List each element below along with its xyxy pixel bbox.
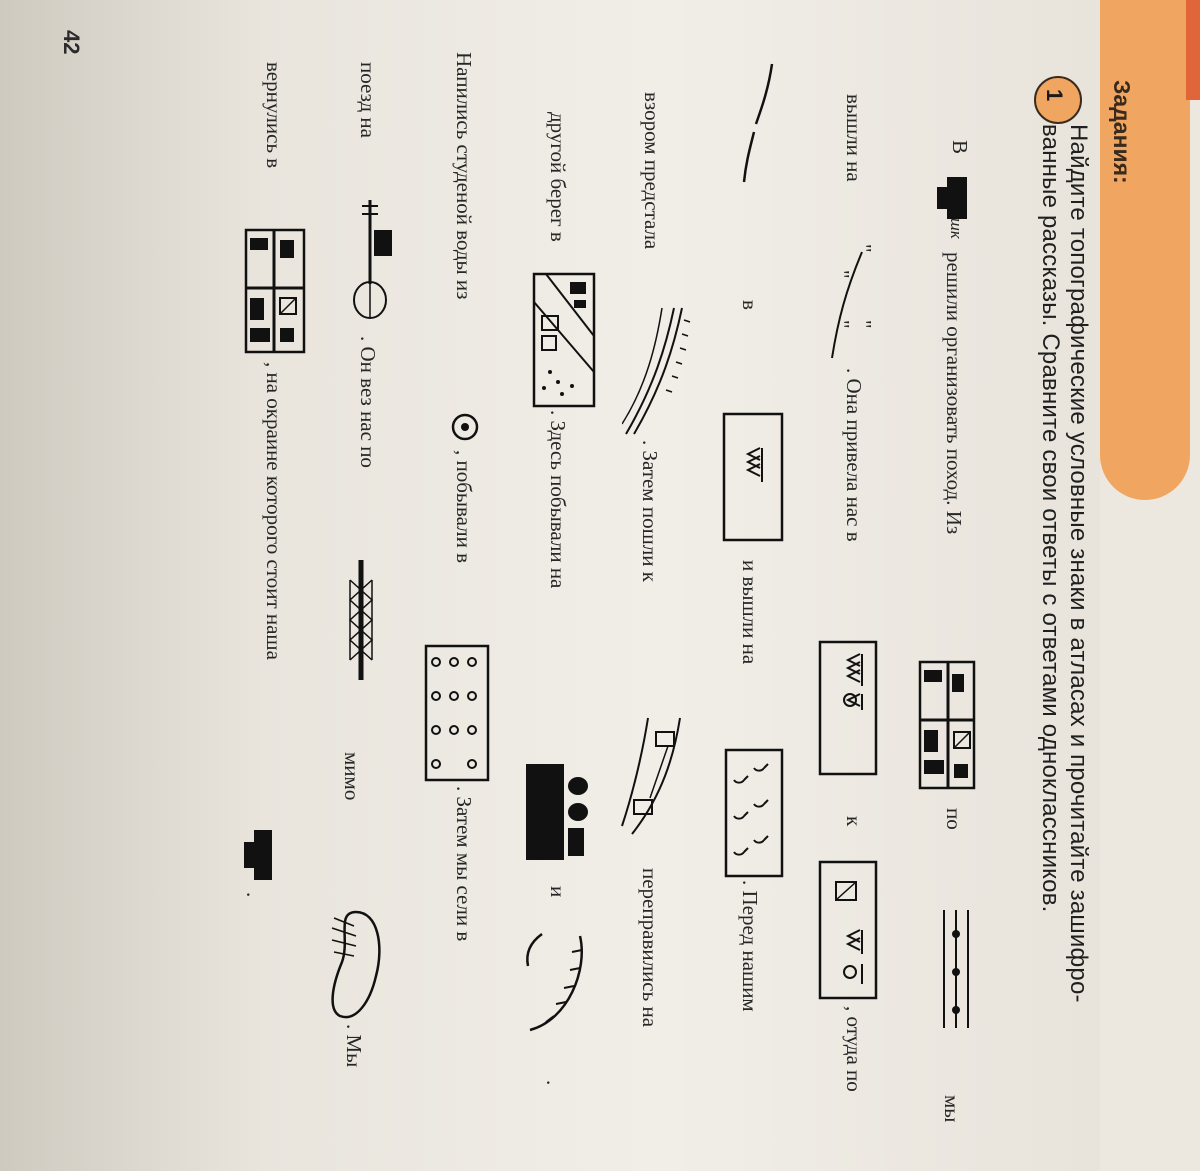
text-shk: шк	[947, 218, 966, 239]
garden-sign-icon	[424, 644, 490, 782]
text-decided: решили организовать поход. Из	[942, 252, 966, 535]
text-vyshli-na: вышли на	[842, 94, 866, 182]
quote-4: "	[830, 320, 854, 329]
task-number-badge	[1034, 76, 1082, 124]
path-sign-icon	[826, 250, 866, 360]
task-number: 1	[1042, 89, 1067, 102]
text-otuda-po: , отуда по	[842, 1006, 866, 1092]
road-sign-icon	[938, 910, 974, 1030]
text-poezd-na: поезд на	[356, 62, 380, 138]
bridge-ferry-sign-icon	[620, 716, 690, 836]
text-zdes-pobyvali: . Здесь побывали на	[546, 410, 570, 589]
railway-bridge-sign-icon	[346, 560, 376, 680]
text-my: мы	[940, 1095, 964, 1123]
village-sign-icon	[532, 272, 596, 408]
text-dot-2: .	[242, 892, 266, 898]
river-sign-icon	[622, 306, 692, 436]
text-vernulis: вернулись в	[262, 62, 286, 169]
text-i-vyshli-na: и вышли на	[738, 560, 762, 665]
forest-sign-icon	[722, 412, 784, 542]
quote-3: "	[830, 270, 854, 279]
text-my-2: . Мы	[342, 1024, 366, 1068]
tasks-heading: Задания:	[1109, 80, 1135, 184]
meadow-sign-icon	[724, 748, 784, 878]
text-zatem-seli: . Затем мы сели в	[452, 786, 476, 942]
school-sign-icon	[935, 175, 969, 221]
mixed-forest-sign-icon	[818, 640, 878, 776]
text-ona-privela: . Она привела нас в	[842, 368, 866, 542]
spring-sign-icon	[450, 412, 480, 442]
text-on-vez: . Он вез нас по	[356, 336, 380, 468]
text-pered-nashim: . Перед нашим	[738, 880, 762, 1012]
orchard-sign-icon	[818, 860, 878, 1000]
page-edge-tab	[1186, 0, 1200, 100]
text-v-2: в	[738, 300, 762, 310]
text-pobyvali-v: , побывали в	[452, 450, 476, 564]
text-k: к	[842, 816, 866, 827]
text-i: и	[546, 886, 570, 898]
lake-sign-icon	[326, 906, 384, 1026]
ravine-sign-icon	[522, 930, 588, 1048]
text-na-okraine: , на окраине которого стоит наша	[262, 362, 286, 660]
text-po: по	[942, 808, 966, 830]
instruction-line-1: Найдите топографические условные знаки в атласах и прочитайте зашифро-	[1065, 124, 1092, 1003]
text-napilis: Напились студеной воды из	[452, 52, 476, 300]
station-sign-icon	[350, 200, 394, 330]
text-dot-1: .	[542, 1080, 566, 1086]
text-vzorom: взором предстала	[640, 92, 664, 250]
instruction-line-2: ванные рассказы. Сравните свои ответы с ответами одноклассников.	[1037, 124, 1064, 913]
settlement-sign-icon	[918, 660, 976, 790]
school-sign-icon-2	[242, 828, 274, 882]
mine-sign-icon	[524, 762, 590, 862]
quote-2: "	[852, 320, 876, 329]
text-drugoy-bereg: другой берег в	[546, 112, 570, 242]
text-perepravilis: переправились на	[638, 868, 662, 1028]
text-mimo: мимо	[340, 752, 364, 801]
text-v: В	[948, 140, 972, 155]
quote-1: "	[852, 244, 876, 253]
tasks-heading-bar	[1100, 0, 1190, 500]
city-sign-icon	[244, 228, 306, 354]
path-sign-icon-2	[738, 62, 778, 184]
text-zatem-poshli-k: . Затем пошли к	[638, 440, 662, 582]
page-number: 42	[59, 30, 84, 55]
